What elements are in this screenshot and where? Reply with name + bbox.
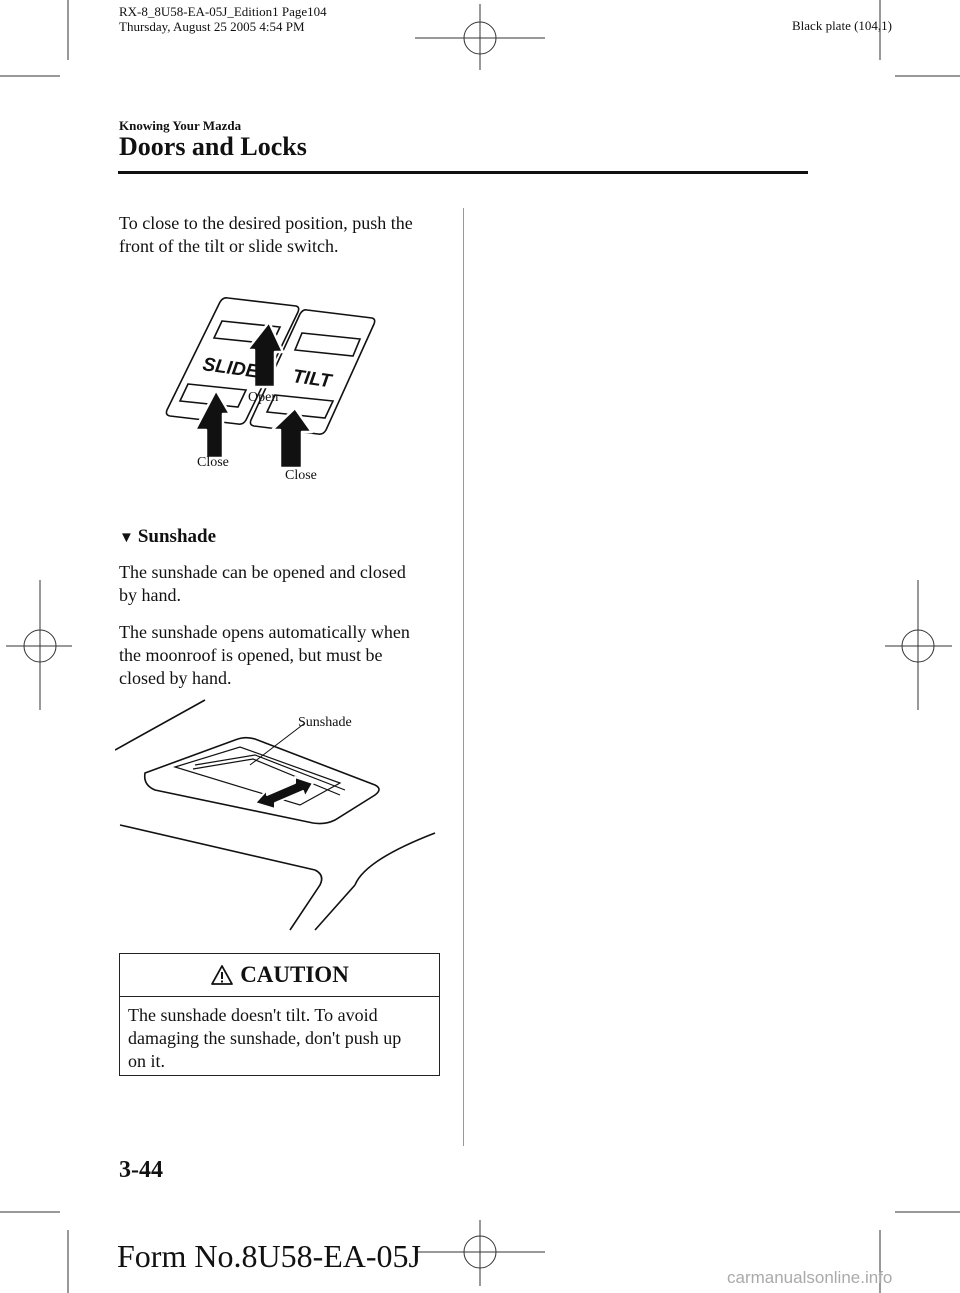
- intro-line1: To close to the desired position, push the: [119, 213, 413, 233]
- sunshade-heading-text: Sunshade: [137, 526, 217, 547]
- sunshade-illustration: [115, 695, 445, 935]
- caution-title: CAUTION: [240, 962, 349, 987]
- triangle-marker-icon: ▼: [119, 530, 134, 546]
- label-close-right: Close: [285, 468, 317, 483]
- section-label: Knowing Your Mazda: [119, 118, 242, 133]
- caution-text: [128, 1004, 433, 1073]
- sunshade-p2-line1: The sunshade opens automatically when: [119, 622, 410, 642]
- sunshade-p1-line1: The sunshade can be opened and closed: [119, 562, 406, 582]
- label-open: Open: [248, 390, 279, 405]
- page-number: 3-44: [119, 1157, 163, 1183]
- caution-line1: The sunshade doesn't tilt. To avoid: [128, 1005, 378, 1025]
- switch-tilt-text: TILT: [291, 366, 333, 393]
- sunshade-p2-line3: closed by hand.: [119, 668, 232, 688]
- label-close-left: Close: [197, 455, 229, 470]
- intro-paragraph: [119, 212, 449, 258]
- caution-line2: damaging the sunshade, don't push up: [128, 1028, 402, 1048]
- sunshade-p1-line2: by hand.: [119, 585, 181, 605]
- sunshade-paragraph-1: [119, 561, 449, 607]
- title-rule: [118, 171, 808, 174]
- intro-line2: front of the tilt or slide switch.: [119, 236, 339, 256]
- print-info-line2: Thursday, August 25 2005 4:54 PM: [119, 19, 305, 34]
- print-info-line1: RX-8_8U58-EA-05J_Edition1 Page104: [119, 4, 327, 19]
- sunshade-paragraph-2: [119, 621, 449, 690]
- column-divider: [463, 208, 464, 1146]
- caution-box: [119, 953, 440, 1076]
- plate-label: Black plate (104,1): [792, 18, 892, 33]
- site-watermark: carmanualsonline.info: [727, 1268, 893, 1287]
- label-sunshade: Sunshade: [298, 715, 352, 730]
- caution-line3: on it.: [128, 1051, 166, 1071]
- print-info: [119, 4, 327, 34]
- caution-header: [120, 954, 439, 997]
- form-number: Form No.8U58-EA-05J: [117, 1238, 421, 1274]
- chapter-title: Doors and Locks: [119, 132, 307, 161]
- sunshade-heading: [119, 526, 216, 548]
- sunshade-p2-line2: the moonroof is opened, but must be: [119, 645, 383, 665]
- warning-triangle-icon: [210, 964, 234, 986]
- switch-slide-text: SLIDE: [201, 354, 260, 383]
